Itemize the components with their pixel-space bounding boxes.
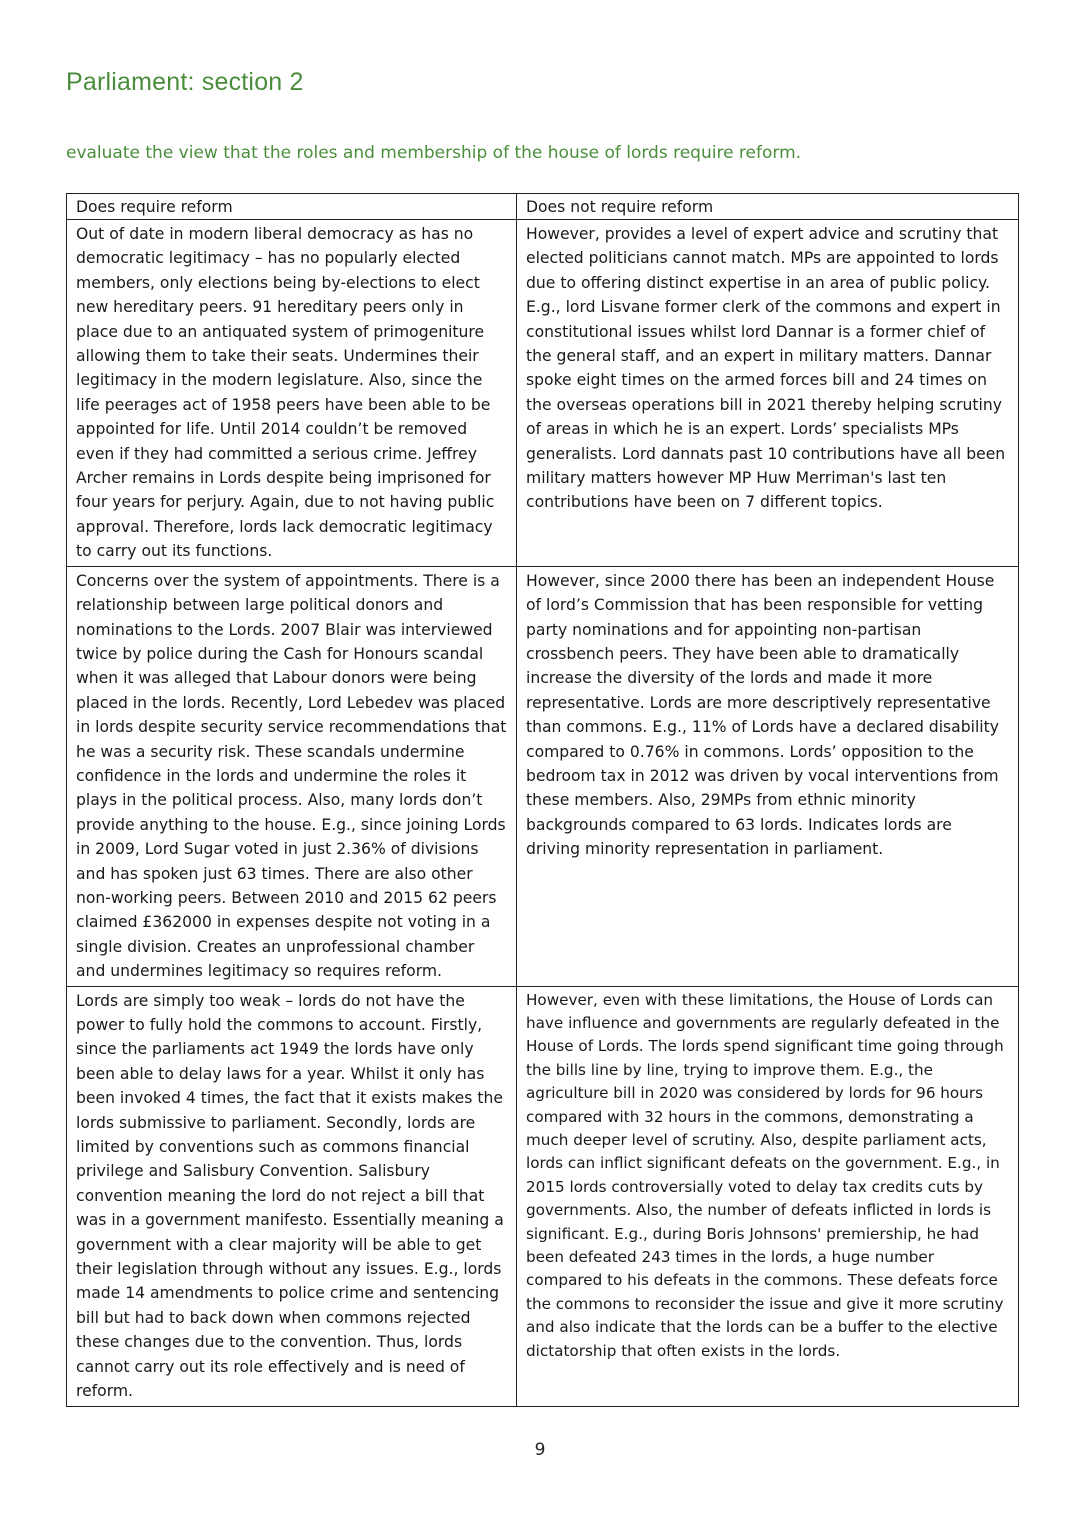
table-header-row: [67, 194, 1019, 220]
page-title: Parliament: section 2: [66, 68, 304, 96]
table-row: [67, 986, 1019, 1406]
argument-too-weak: Lords are simply too weak – lords do not have the power to fully hold the commons to account. Firstly, since the parliaments act 1949 the lords have only been able to delay laws for a year. Whilst it only has been invoked 4 times, the fact that it exists makes the lords submissive to parliament. Secondly, lords are limited by conventions such as commons financial privilege and Salisbury Convention. Salisbury convention meaning the lord do not reject a bill that was in a government manifesto. Essentially meaning a government with a clear majority will be able to get their legislation through without any issues. E.g., lords made 14 amendments to police crime and sentencing bill but had to back down when commons rejected these changes due to the convention. Thus, lords cannot carry out its role effectively and is need of reform.: [67, 986, 517, 1406]
counter-appointments-commission: However, since 2000 there has been an independent House of lord’s Commission that has been responsible for vetting party nominations and for appointing non-partisan crossbench peers. They have been able to dramatically increase the diversity of the lords and made it more representative. Lords are more descriptively representative than commons. E.g., 11% of Lords have a declared disability compared to 0.76% in commons. Lords’ opposition to the bedroom tax in 2012 was driven by vocal interventions from these members. Also, 29MPs from ethnic minority backgrounds compared to 63 lords. Indicates lords are driving minority representation in parliament.: [517, 566, 1019, 986]
table-row: [67, 220, 1019, 567]
counter-expertise: However, provides a level of expert advice and scrutiny that elected politicians cannot match. MPs are appointed to lords due to offering distinct expertise in an area of public policy. E.g., lord Lisvane former clerk of the commons and expert in constitutional issues whilst lord Dannar is a former chief of the general staff, and an expert in military matters. Dannar spoke eight times on the armed forces bill and 24 times on the overseas operations bill in 2021 thereby helping scrutiny of areas in which he is an expert. Lords’ specialists MPs generalists. Lord dannats past 10 contributions have all been military matters however MP Huw Merriman's last ten contributions have been on 7 different topics.: [517, 220, 1019, 567]
counter-influence: However, even with these limitations, the House of Lords can have influence and governments are regularly defeated in the House of Lords. The lords spend significant time going through the bills line by line, trying to improve them. E.g., the agriculture bill in 2020 was considered by lords for 96 hours compared with 32 hours in the commons, demonstrating a much deeper level of scrutiny. Also, despite parliament acts, lords can inflict significant defeats on the government. E.g., in 2015 lords controversially voted to delay tax credits cuts by governments. Also, the number of defeats inflicted in lords is significant. E.g., during Boris Johnsons' premiership, he had been defeated 243 times in the lords, a huge number compared to his defeats in the commons. These defeats force the commons to reconsider the issue and give it more scrutiny and also indicate that the lords can be a buffer to the elective dictatorship that often exists in the lords.: [517, 986, 1019, 1406]
header-does-require-reform: Does require reform: [67, 194, 517, 220]
table-row: [67, 566, 1019, 986]
header-does-not-require-reform: Does not require reform: [517, 194, 1019, 220]
reform-evaluation-table: [66, 193, 1019, 1407]
essay-question: evaluate the view that the roles and membership of the house of lords require reform.: [66, 143, 802, 163]
argument-appointments: Concerns over the system of appointments. There is a relationship between large political donors and nominations to the Lords. 2007 Blair was interviewed twice by police during the Cash for Honours scandal when it was alleged that Labour donors were being placed in the lords. Recently, Lord Lebedev was placed in lords despite security service recommendations that he was a security risk. These scandals undermine confidence in the lords and undermine the roles it plays in the political process. Also, many lords don’t provide anything to the house. E.g., since joining Lords in 2009, Lord Sugar voted in just 2.36% of divisions and has spoken just 63 times. There are also other non-working peers. Between 2010 and 2015 62 peers claimed £362000 in expenses despite not voting in a single division. Creates an unprofessional chamber and undermines legitimacy so requires reform.: [67, 566, 517, 986]
page-number: 9: [534, 1440, 546, 1460]
argument-legitimacy: Out of date in modern liberal democracy as has no democratic legitimacy – has no popularly elected members, only elections being by-elections to elect new hereditary peers. 91 hereditary peers only in place due to an antiquated system of primogeniture allowing them to take their seats. Undermines their legitimacy in the modern legislature. Also, since the life peerages act of 1958 peers have been able to be appointed for life. Until 2014 couldn’t be removed even if they had committed a serious crime. Jeffrey Archer remains in Lords despite being imprisoned for four years for perjury. Again, due to not having public approval. Therefore, lords lack democratic legitimacy to carry out its functions.: [67, 220, 517, 567]
